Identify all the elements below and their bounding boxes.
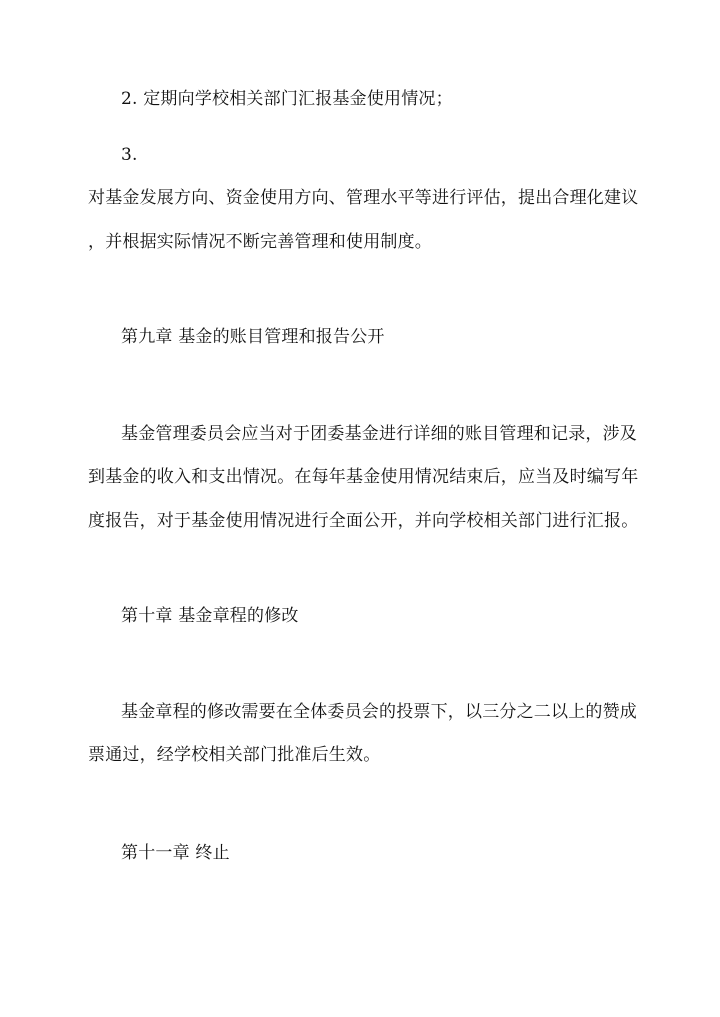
chapter-9-paragraph-line-3: 度报告，对于基金使用情况进行全面公开，并向学校相关部门进行汇报。 — [88, 511, 639, 531]
chapter-9-paragraph-line-2: 到基金的收入和支出情况。在每年基金使用情况结束后，应当及时编写年 — [88, 467, 639, 487]
chapter-9-paragraph-line-1: 基金管理委员会应当对于团委基金进行详细的账目管理和记录，涉及 — [121, 424, 637, 444]
list-item-3-line-2: ，并根据实际情况不断完善管理和使用制度。 — [88, 232, 432, 252]
list-item-3-line-1: 对基金发展方向、资金使用方向、管理水平等进行评估，提出合理化建议 — [88, 188, 639, 208]
chapter-9-heading: 第九章 基金的账目管理和报告公开 — [121, 327, 385, 347]
chapter-10-paragraph-line-1: 基金章程的修改需要在全体委员会的投票下，以三分之二以上的赞成 — [121, 702, 637, 722]
chapter-10-heading: 第十章 基金章程的修改 — [121, 606, 299, 626]
chapter-10-paragraph-line-2: 票通过，经学校相关部门批准后生效。 — [88, 745, 381, 765]
chapter-11-heading: 第十一章 终止 — [121, 843, 230, 863]
list-item-2: 2. 定期向学校相关部门汇报基金使用情况； — [121, 89, 453, 109]
list-item-3-number: 3. — [121, 145, 138, 165]
